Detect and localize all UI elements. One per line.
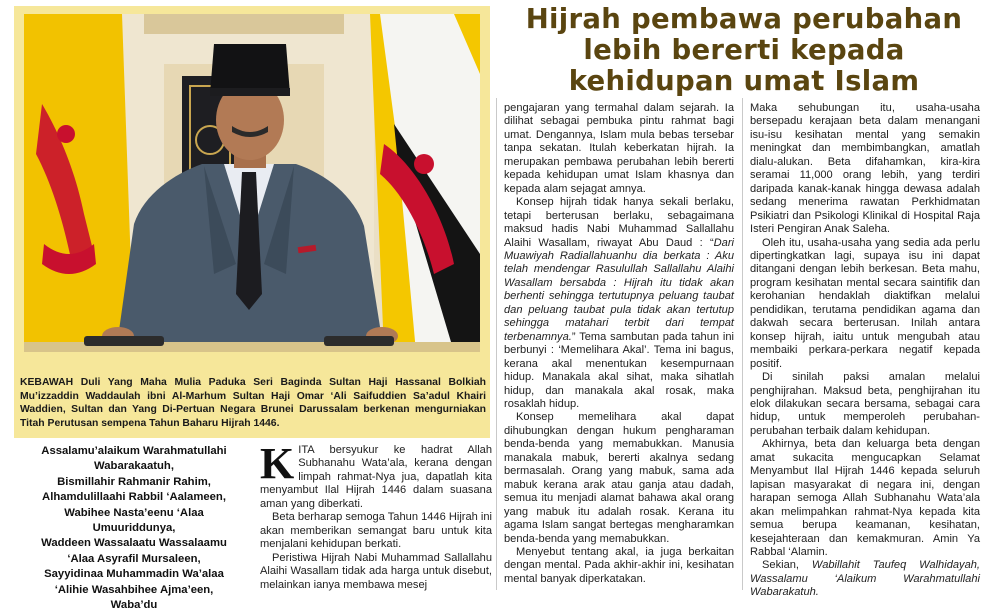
column-divider [742, 98, 743, 590]
photo-caption: KEBAWAH Duli Yang Maha Mulia Paduka Seri Baginda Sultan Haji Hassanal Bolkiah Mu’izzaddin Waddaulah ibni Al-Marhum Sultan Haji Omar ‘Ali Saifuddien Sa’adul Khairi Waddien, Sultan dan Yang Di-Pertuan Negara Brunei Darussalam berkenan mengurniakan Titah Perutusan sempena Tahun Baharu Hijrah 1446. [20, 377, 486, 429]
drop-cap: K [260, 439, 295, 488]
paragraph: Di sinilah paksi amalan melalui penghijrahan. Maksud beta, penghijrahan itu elok dilakukan secara bersama, sebagai cara hidup, untuk memperoleh perubahan-perubahan terbaik dalam kehidupan. [750, 371, 980, 437]
sultan-photo [24, 14, 480, 352]
opening-greeting [16, 444, 252, 613]
paragraph-text: ” Tema sambutan pada tahun ini berbunyi : ‘Memelihara Akal’. Tema ini bagus, kerana akal menentukan kesempurnaan hidup. Manakala akal sihat, maka sihatlah hidup, dan manakala akal rosak, maka rosaklah hidup. [504, 330, 734, 410]
paragraph: Akhirnya, beta dan keluarga beta dengan amat sukacita mengucapkan Selamat Menyambut Ilal Hijrah 1446 kepada seluruh lapisan masyarakat di negara ini, dengan harapan semoga Allah Subhanahu Wata’ala akan melimpahkan rahmat-Nya kepada kita semua berupa keamanan, kesihatan, kesejahteraan dan kemakmuran. Amin Ya Rabbal ‘Alamin. [750, 438, 980, 558]
article-column-1 [260, 439, 492, 592]
greeting-line: Wabihee Nasta’eenu ‘Alaa [64, 506, 204, 519]
paragraph: Oleh itu, usaha-usaha yang sedia ada perlu dipertingkatkan lagi, supaya isu ini dapat ditangani dengan lebih berkesan. Beta mahu, program kesihatan mental secara saintifik dan kerohanian hendaklah diaktifkan melalui pendidikan, terutama pendidikan agama dan dakwah secara berterusan. Inilah antara konsep hijrah, iaitu untuk mengubah atau membaiki perkara-perkara negatif kepada positif. [750, 236, 980, 370]
paragraph: pengajaran yang termahal dalam sejarah. Ia dilihat sebagai pembuka pintu rahmat bagi umat. Dengannya, Islam mula bebas tersebar tanpa sekatan. Itulah keberkatan hijrah. Ia merupakan pembawa perubahan lebih bererti kepada kehidupan umat Islam khasnya dan kepada alam sejagat amnya. [504, 102, 734, 195]
hadith-quote: Dari Muawiyah Radiallahuanhu dia berkata : Aku telah mendengar Rasulullah Sallallahu Alaihi Wasallam bersabda : Hijrah itu tidak akan berhenti sehingga tertutupnya peluang taubat dan peluang taubat pula tidak akan tertutup sehingga matahari terbit dari tempat terbenamnya. [504, 236, 734, 343]
paragraph-text: ITA bersyukur ke hadrat Allah Subhanahu Wata’ala, kerana dengan limpah rahmat-Nya jua, dapatlah kita menyambut Ilal Hijrah 1446 dalam suasana aman yang diberkati. [260, 444, 492, 510]
paragraph: Beta berharap semoga Tahun 1446 Hijrah ini akan memberikan semangat baru untuk kita menjalani kehidupan berkati. [260, 511, 492, 551]
paragraph: Peristiwa Hijrah Nabi Muhammad Sallallahu Alaihi Wasallam tidak ada harga untuk disebut, melainkan ianya membawa mesej [260, 551, 492, 591]
article-column-3 [750, 102, 980, 600]
paragraph-text: Konsep hijrah tidak hanya sekali berlaku, tetapi berterusan berlaku, sebagaimana maksud hadis Nabi Muhammad Sallallahu Alaihi Wasallam, riwayat Abu Daud : “ [504, 196, 734, 249]
article-column-2 [504, 102, 734, 586]
greeting-line: Umuuriddunya, [92, 522, 176, 535]
headline [500, 4, 988, 97]
greeting-line: Waba’du [110, 599, 158, 612]
paragraph: Maka sehubungan itu, usaha-usaha bersepadu kerajaan beta dalam menangani isu-isu kesihatan mental yang semakin meningkat dan membimbangkan, amatlah dialu-alukan. Beta difahamkan, kira-kira seramai 11,000 orang lebih, yang terdiri daripada kanak-kanak hingga dewasa adalah sedang menerima rawatan Perkhidmatan Psikiatri dan Psikologi Klinikal di Hospital Raja Isteri Pengiran Anak Saleha. [750, 102, 980, 236]
paragraph: Menyebut tentang akal, ia juga berkaitan dengan mental. Pada akhir-akhir ini, kesihatan mental banyak diperkatakan. [504, 545, 734, 585]
paragraph [504, 196, 734, 411]
paragraph: Konsep memelihara akal dapat dihubungkan dengan hukum pengharaman benda-benda yang memabukkan. Manusia manakala mabuk, bererti akalnya sedang bermasalah. Orang yang mabuk, sama ada mabuk kerana arak atau ganja atau dadah, semua itu menjadi alamat bahawa akal orang yang mabuk itu adalah rosak. Kerana itu agama Islam sangat bertegas mengharamkan benda-benda yang memabukkan. [504, 411, 734, 545]
greeting-line: Wabarakaatuh, [94, 460, 174, 473]
greeting-line: Sayyidinaa Muhammadin Wa’alaa [44, 568, 224, 581]
greeting-line: ‘Alaa Asyrafil Mursaleen, [67, 552, 201, 565]
greeting-line: Waddeen Wassalaatu Wassalaamu [41, 537, 227, 550]
paragraph [260, 439, 492, 511]
column-divider [496, 98, 497, 590]
headline-line: kehidupan umat Islam [568, 65, 920, 97]
headline-line: lebih bererti kepada [583, 34, 905, 66]
greeting-line: Alhamdulillaahi Rabbil ‘Aalameen, [42, 491, 226, 504]
sultan-photo-illustration [24, 14, 480, 352]
greeting-line: Bismillahir Rahmanir Rahim, [57, 475, 211, 488]
closing-salutation: Wabillahit Taufeq Walhidayah, Wassalamu ‘Alaikum Warahmatullahi Wabarakatuh. [750, 559, 980, 599]
paragraph-text: Sekian, [762, 559, 812, 572]
headline-line: Hijrah pembawa perubahan [525, 3, 963, 35]
greeting-line: Assalamu’alaikum Warahmatullahi [41, 445, 227, 457]
greeting-line: ‘Alihie Wasahbihee Ajma’een, [54, 583, 214, 596]
